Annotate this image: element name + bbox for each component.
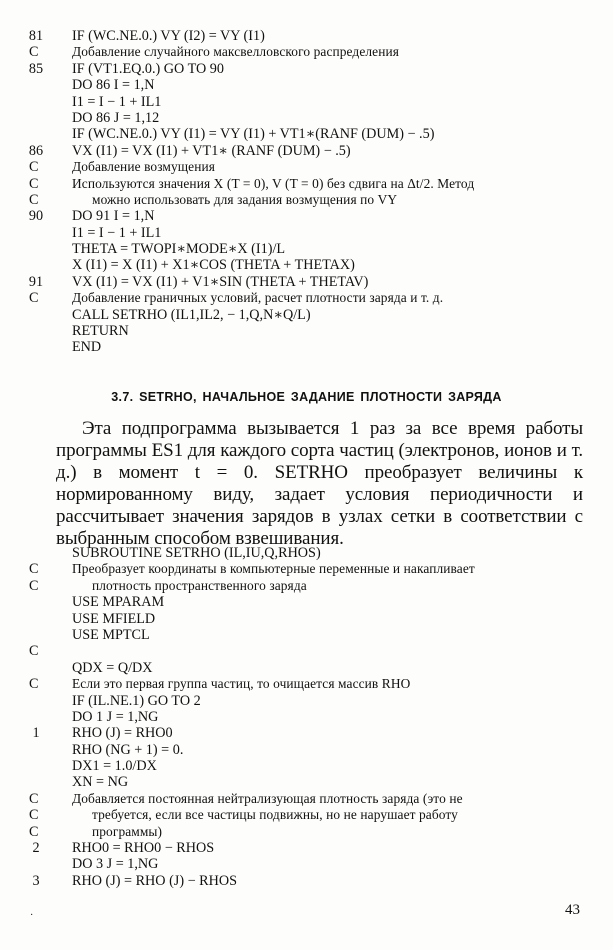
code-statement: I1 = I − 1 + IL1: [72, 93, 162, 110]
code-comment: Добавляется постоянная нейтрализующая плотность заряда (это не: [72, 790, 463, 806]
code-line: [0, 28, 613, 44]
code-line: [0, 241, 613, 257]
code-statement: VX (I1) = VX (I1) + VT1∗ (RANF (DUM) − .5): [72, 142, 351, 159]
code-statement: DO 1 J = 1,NG: [72, 708, 159, 725]
code-comment: можно использовать для задания возмущения по VY: [92, 191, 398, 207]
code-statement: RHO (J) = RHO (J) − RHOS: [72, 872, 237, 889]
code-line: [0, 307, 613, 323]
code-statement: SUBROUTINE SETRHO (IL,IU,Q,RHOS): [72, 545, 321, 561]
code-statement: IF (VT1.EQ.0.) GO TO 90: [72, 60, 224, 77]
code-statement: IF (IL.NE.1) GO TO 2: [72, 692, 201, 709]
statement-label: C: [29, 191, 39, 208]
code-line: [0, 693, 613, 709]
code-comment: Добавление возмущения: [72, 159, 216, 175]
code-statement: END: [72, 339, 102, 356]
code-comment: требуется, если все частицы подвижны, но не нарушает работу: [92, 807, 458, 823]
code-statement: XN = NG: [72, 774, 129, 791]
code-line: [0, 856, 613, 872]
code-statement: RHO0 = RHO0 − RHOS: [72, 840, 215, 857]
code-statement: IF (WC.NE.0.) VY (I2) = VY (I1): [72, 28, 265, 44]
code-line: [0, 159, 613, 175]
code-line: [0, 725, 613, 741]
code-statement: DO 3 J = 1,NG: [72, 856, 159, 873]
code-line: [0, 774, 613, 790]
code-statement: I1 = I − 1 + IL1: [72, 224, 162, 241]
code-line: [0, 561, 613, 577]
statement-label: 2: [32, 840, 40, 857]
code-statement: RHO (NG + 1) = 0.: [72, 741, 184, 758]
statement-label: C: [29, 175, 39, 192]
code-comment: Добавление граничных условий, расчет плотности заряда и т. д.: [72, 290, 444, 306]
statement-label: 3: [32, 872, 40, 889]
code-line: [0, 643, 613, 659]
section-heading: 3.7. SETRHO, НАЧАЛЬНОЕ ЗАДАНИЕ ПЛОТНОСТИ ЗАРЯДА: [111, 390, 502, 404]
code-line: [0, 660, 613, 676]
code-line: [0, 77, 613, 93]
code-listing-2: [0, 545, 613, 889]
code-line: [0, 290, 613, 306]
code-line: [0, 61, 613, 77]
code-line: [0, 192, 613, 208]
code-statement: USE MPTCL: [72, 626, 150, 643]
code-line: [0, 578, 613, 594]
statement-label: 91: [28, 273, 44, 290]
code-statement: CALL SETRHO (IL1,IL2, − 1,Q,N∗Q/L): [72, 306, 311, 323]
statement-label: C: [29, 643, 39, 660]
code-line: [0, 873, 613, 889]
code-line: [0, 225, 613, 241]
code-comment: Добавление случайного максвелловского распределения: [72, 44, 399, 60]
code-statement: DO 86 I = 1,N: [72, 77, 155, 94]
code-statement: QDX = Q/DX: [72, 659, 153, 676]
code-line: [0, 323, 613, 339]
code-statement: IF (WC.NE.0.) VY (I1) = VY (I1) + VT1∗(RANF (DUM) − .5): [72, 126, 435, 143]
statement-label: C: [29, 823, 39, 840]
code-line: [0, 824, 613, 840]
code-line: [0, 44, 613, 60]
page-mark: ·: [30, 910, 34, 921]
code-line: [0, 742, 613, 758]
statement-label: C: [29, 44, 39, 61]
statement-label: 85: [28, 60, 44, 77]
code-statement: VX (I1) = VX (I1) + V1∗SIN (THETA + THETAV): [72, 273, 369, 290]
code-line: [0, 339, 613, 355]
code-statement: X (I1) = X (I1) + X1∗COS (THETA + THETAX): [72, 257, 355, 274]
statement-label: C: [29, 159, 39, 176]
code-line: [0, 110, 613, 126]
code-listing-1: [0, 28, 613, 356]
code-line: [0, 709, 613, 725]
code-comment: Преобразует координаты в компьютерные переменные и накапливает: [72, 561, 475, 577]
code-line: [0, 208, 613, 224]
statement-label: 86: [28, 142, 44, 159]
code-comment: плотность пространственного заряда: [92, 577, 307, 593]
code-line: [0, 274, 613, 290]
code-line: [0, 545, 613, 561]
code-line: [0, 791, 613, 807]
statement-label: C: [29, 577, 39, 594]
code-comment: программы): [92, 823, 163, 839]
code-statement: USE MPARAM: [72, 594, 165, 611]
code-statement: DX1 = 1.0/DX: [72, 758, 157, 775]
code-statement: RHO (J) = RHO0: [72, 725, 173, 742]
page-number: 43: [565, 902, 580, 918]
statement-label: C: [29, 561, 39, 578]
code-line: [0, 676, 613, 692]
code-comment: Используются значения X (T = 0), V (T = 0) без сдвига на Δt/2. Метод: [72, 175, 475, 191]
statement-label: 1: [32, 725, 40, 742]
code-line: [0, 176, 613, 192]
statement-label: C: [29, 790, 39, 807]
code-line: [0, 143, 613, 159]
code-statement: DO 91 I = 1,N: [72, 208, 155, 225]
code-line: [0, 627, 613, 643]
code-line: [0, 257, 613, 273]
code-statement: USE MFIELD: [72, 610, 156, 627]
statement-label: 81: [28, 28, 44, 44]
statement-label: 90: [28, 208, 44, 225]
code-statement: DO 86 J = 1,12: [72, 109, 160, 126]
body-paragraph: Эта подпрограмма вызывается 1 раз за все время работы программы ES1 для каждого сорта частиц (электронов, ионов и т. д.) в момент t = 0. SETRHO преобразует величины к нормированному виду, задает условия периодичности и рассчитывает значения зарядов в узлах сетки в соответствии с выбранным способом взвешивания.: [56, 418, 583, 549]
code-line: [0, 758, 613, 774]
code-comment: Если это первая группа частиц, то очищается массив RHO: [72, 676, 411, 692]
statement-label: C: [29, 290, 39, 307]
statement-label: C: [29, 807, 39, 824]
code-line: [0, 594, 613, 610]
code-line: [0, 94, 613, 110]
code-line: [0, 611, 613, 627]
code-statement: THETA = TWOPI∗MODE∗X (I1)/L: [72, 241, 286, 258]
code-line: [0, 840, 613, 856]
code-line: [0, 807, 613, 823]
code-line: [0, 126, 613, 142]
code-statement: RETURN: [72, 323, 129, 340]
statement-label: C: [29, 676, 39, 693]
